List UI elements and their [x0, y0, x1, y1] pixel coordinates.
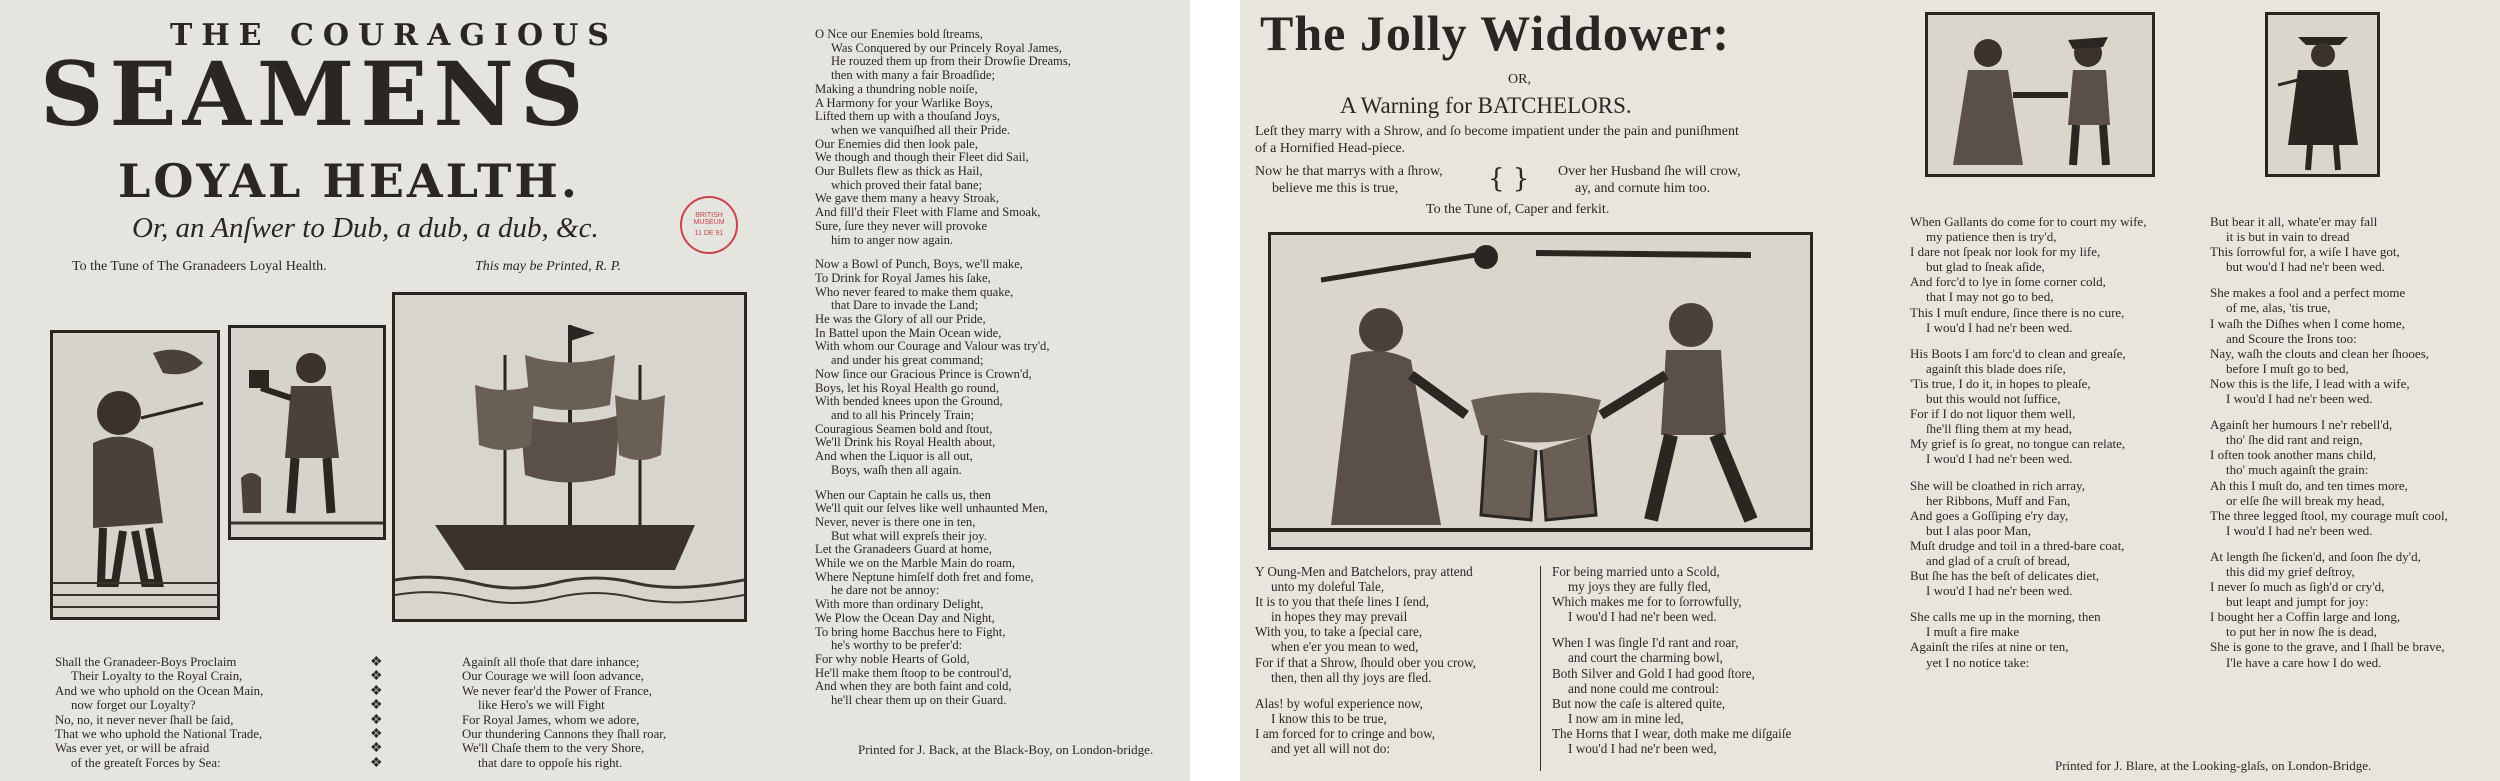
verse-line: He rouzed them up from their Drowſie Dreams,	[831, 54, 1071, 69]
right-verse-b2: ay, and cornute him too.	[1575, 181, 1711, 196]
woodcut-handshake	[1925, 12, 2155, 177]
verse-line: that I may not go to bed,	[1926, 289, 2054, 305]
left-license: This may be Printed, R. P.	[475, 259, 621, 274]
verse-line: I wou'd I had ne'r been wed.	[2226, 391, 2373, 407]
verse-line: but this would not ſuffice,	[1926, 391, 2061, 407]
verse-line: She will be cloathed in rich array,	[1910, 477, 2085, 493]
verse-line: yet I no notice take:	[1926, 654, 2030, 670]
verse-line: which proved their fatal bane;	[831, 177, 983, 192]
verse-line: I wou'd I had ne'r been wed.	[1926, 451, 2073, 467]
verse-line: We never fear'd the Power of France,	[462, 683, 652, 698]
left-tune: To the Tune of The Granadeers Loyal Health.	[72, 259, 327, 274]
verse-line: unto my doleful Tale,	[1271, 579, 1385, 595]
verse-line: that Dare to invade the Land;	[831, 298, 979, 313]
verse-line: but wou'd I had ne'r been wed.	[2226, 259, 2385, 275]
handshake-illustration	[1928, 15, 2152, 174]
verse-line: But now the caſe is altered quite,	[1552, 695, 1726, 711]
verse-line: like Hero's we will Fight	[478, 698, 605, 713]
verse-line: Againſt the riſes at nine or ten,	[1910, 639, 2069, 655]
verse-line: but leapt and jumpt for joy:	[2226, 594, 2369, 610]
left-title-line1: THE COURAGIOUS	[170, 18, 618, 53]
verse-line: For Royal James, whom we adore,	[462, 712, 640, 727]
verse-line: And fill'd their Fleet with Flame and Smoak,	[815, 205, 1041, 220]
verse-line: Was Conquered by our Princely Royal James,	[831, 40, 1062, 55]
verse-line: At length ſhe ſicken'd, and ſoon ſhe dy'd,	[2210, 548, 2421, 564]
verse-line: Was ever yet, or will be afraid	[55, 741, 210, 756]
verse-line: him to anger now again.	[831, 232, 954, 247]
right-verse-col-1	[1255, 564, 1476, 756]
verse-line: We gave them many a heavy Stroak,	[815, 191, 999, 206]
verse-line: He'll make them ſtoop to be controul'd,	[815, 665, 1012, 680]
verse-line: The Horns that I wear, doth make me diſgaiſe	[1552, 725, 1792, 741]
verse-line: but glad to ſneak aſide,	[1926, 259, 2045, 275]
verse-line: and glad of a cruſt of bread,	[1926, 552, 2071, 568]
verse-line: of the greateſt Forces by Sea:	[71, 755, 221, 770]
verse-line: Nay, waſh the clouts and clean her ſhooes,	[2210, 345, 2430, 361]
right-verse-a2: believe me this is true,	[1272, 181, 1399, 196]
verse-line: We'll quit our ſelves like well unhaunted Men,	[815, 501, 1048, 516]
verse-line: Which makes me for to ſorrowfully,	[1552, 594, 1742, 610]
verse-line: She makes a fool and a perfect mome	[2210, 285, 2406, 301]
verse-line: I wou'd I had ne'r been wed.	[1926, 583, 2073, 599]
verse-line: ſhe'll fling them at my head,	[1926, 421, 2073, 437]
verse-line: The three legged ſtool, my courage muſt cool,	[2210, 507, 2448, 523]
verse-line: Their Loyalty to the Royal Crain,	[71, 669, 243, 684]
verse-line: But bear it all, whate'er may fall	[2210, 214, 2378, 229]
left-verse-column	[815, 28, 1071, 708]
verse-line: my patience then is try'd,	[1926, 229, 2057, 245]
verse-line: I dare not ſpeak nor look for my life,	[1910, 244, 2101, 260]
verse-line: then with many a fair Broadſide;	[831, 68, 996, 83]
stamp-date: 11 DE 91	[694, 230, 724, 237]
ornament-column	[370, 655, 394, 770]
verse-line: But what will expreſs their joy.	[831, 528, 987, 543]
verse-line: This I muſt endure, ſince there is no cure,	[1910, 304, 2125, 320]
left-title-line2: SEAMENS	[40, 42, 590, 146]
verse-line: my joys they are fully fled,	[1568, 579, 1711, 595]
verse-line: Againſt all thoſe that dare inhance;	[462, 655, 640, 669]
verse-line: With bended knees upon the Ground,	[815, 394, 1003, 409]
verse-line: againſt this blade does riſe,	[1926, 360, 2066, 376]
verse-line: before I muſt go to bed,	[2226, 360, 2349, 376]
verse-line: When our Captain he calls us, then	[815, 487, 991, 502]
verse-line: For being married unto a Scold,	[1552, 564, 1720, 579]
couple-fighting-illustration	[1271, 235, 1810, 547]
verse-line: of me, alas, 'tis true,	[2226, 300, 2331, 316]
verse-line: Boys, let his Royal Health go round,	[815, 380, 999, 395]
right-tune: To the Tune of, Caper and ferkit.	[1426, 202, 1610, 217]
right-intro-1: Leſt they marry with a Shrow, and ſo become impatient under the pain and puniſhment	[1255, 124, 1739, 139]
verse-line: This ſorrowful for, a wiſe I have got,	[2210, 244, 2400, 260]
verse-line: I bought her a Coffin large and long,	[2210, 609, 2401, 625]
verse-line: Ah this I muſt do, and ten times more,	[2210, 477, 2408, 493]
verse-line: Shall the Granadeer-Boys Proclaim	[55, 655, 237, 669]
right-verse-col-4	[2210, 214, 2448, 670]
verse-line: And forc'd to lye in ſome corner cold,	[1910, 274, 2106, 290]
woodcut-drinker	[228, 325, 386, 540]
verse-line: he dare not be annoy:	[831, 583, 940, 598]
verse-line: and none could me controul:	[1568, 680, 1719, 696]
verse-line: To Drink for Royal James his ſake,	[815, 270, 991, 285]
verse-line: and Scoure the Irons too:	[2226, 330, 2357, 346]
verse-line: Alas! by woful experience now,	[1255, 695, 1423, 711]
verse-line: tho' ſhe did rant and reign,	[2226, 432, 2363, 448]
verse-line: Boys, waſh then all again.	[831, 462, 962, 477]
woodcut-gentleman	[2265, 12, 2380, 177]
verse-line: that dare to oppoſe his right.	[478, 755, 623, 770]
right-verse-b1: Over her Husband ſhe will crow,	[1558, 164, 1741, 179]
verse-line: in hopes they may prevail	[1271, 609, 1408, 625]
verse-line: then, then all thy joys are fled.	[1271, 669, 1432, 685]
verse-line: Our thundering Cannons they ſhall roar,	[462, 727, 667, 742]
verse-line: That we who uphold the National Trade,	[55, 727, 263, 742]
verse-line: I often took another mans child,	[2210, 447, 2377, 463]
verse-line: We'll Chaſe them to the very Shore,	[462, 741, 645, 756]
left-bottom-verse-1	[55, 655, 263, 770]
verse-line: it is but in vain to dread	[2226, 229, 2350, 245]
verse-line: With you, to take a ſpecial care,	[1255, 624, 1423, 640]
column-divider	[1540, 566, 1541, 771]
verse-line: he'll chear them up on their Guard.	[831, 693, 1007, 708]
smoker-figure-illustration	[53, 333, 217, 617]
verse-line: 'Tis true, I do it, in hopes to pleaſe,	[1910, 375, 2091, 391]
verse-line: I never ſo much as ſigh'd or cry'd,	[2210, 579, 2385, 595]
verse-line: For if that a Shrow, ſhould ober you crow,	[1255, 654, 1476, 670]
verse-line: My grief is ſo great, no tongue can relate,	[1910, 436, 2126, 452]
verse-line: And when they are both faint and cold,	[815, 679, 1012, 694]
brace-ornament: { }	[1488, 164, 1530, 194]
museum-stamp	[680, 196, 738, 254]
verse-line: and to all his Princely Train;	[831, 407, 975, 422]
ornament-icons: ❖ ❖ ❖ ❖ ❖ ❖ ❖ ❖	[370, 654, 383, 771]
verse-line: When I was ſingle I'd rant and roar,	[1552, 635, 1739, 651]
verse-line: She is gone to the grave, and I ſhall be brave,	[2210, 639, 2445, 655]
left-broadside	[0, 0, 1190, 781]
verse-line: Making a thundring noble noiſe,	[815, 81, 978, 96]
verse-line: It is to you that theſe lines I ſend,	[1255, 594, 1429, 610]
verse-line: In Battel upon the Main Ocean wide,	[815, 325, 1002, 340]
verse-line: But ſhe has the beſt of delicates diet,	[1910, 568, 2100, 584]
left-subtitle: Or, an Anſwer to Dub, a dub, a dub, &c.	[132, 212, 599, 244]
right-title: The Jolly Widdower:	[1260, 5, 1730, 61]
verse-line: when we vanquiſhed all their Pride.	[831, 122, 1011, 137]
ship-illustration	[395, 295, 744, 619]
verse-line: now forget our Loyalty?	[71, 698, 196, 713]
verse-line: We'll Drink his Royal Health about,	[815, 435, 996, 450]
verse-line: Both Silver and Gold I had good ſtore,	[1552, 665, 1755, 681]
verse-line: Now a Bowl of Punch, Boys, we'll make,	[815, 257, 1023, 272]
verse-line: And when the Liquor is all out,	[815, 449, 973, 464]
woodcut-smoker	[50, 330, 220, 620]
verse-line: To bring home Bacchus here to Fight,	[815, 624, 1006, 639]
woodcut-ship	[392, 292, 747, 622]
verse-line: Where Neptune himſelf doth fret and fome,	[815, 569, 1034, 584]
verse-line: O Nce our Enemies bold ſtreams,	[815, 27, 983, 41]
verse-line: His Boots I am forc'd to clean and greaſe,	[1910, 345, 2126, 361]
verse-line: No, no, it never never ſhall be ſaid,	[55, 712, 234, 727]
verse-line: And we who uphold on the Ocean Main,	[55, 683, 264, 698]
verse-line: Never, never is there one in ten,	[815, 514, 976, 529]
verse-line: We Plow the Ocean Day and Night,	[815, 610, 995, 625]
verse-line: A Harmony for your Warlike Boys,	[815, 95, 993, 110]
verse-line: When Gallants do come for to court my wife,	[1910, 214, 2147, 229]
verse-line: I know this to be true,	[1271, 710, 1387, 726]
verse-line: Our Bullets flew as thick as Hail,	[815, 164, 983, 179]
verse-line: to put her in now ſhe is dead,	[2226, 624, 2377, 640]
verse-line: her Ribbons, Muff and Fan,	[1926, 492, 2071, 508]
verse-line: Now ſince our Gracious Prince is Crown'd,	[815, 366, 1032, 381]
verse-line: We though and though their Fleet did Sail,	[815, 150, 1029, 165]
verse-line: Our Courage we will ſoon advance,	[462, 669, 644, 684]
verse-line: I waſh the Diſhes when I come home,	[2210, 315, 2405, 331]
verse-line: I wou'd I had ne'r been wed,	[1568, 741, 1717, 757]
verse-line: She calls me up in the morning, then	[1910, 609, 2101, 625]
verse-line: and under his great command;	[831, 353, 984, 368]
verse-line: I'le have a care how I do wed.	[2226, 654, 2382, 670]
right-verse-col-2	[1552, 564, 1791, 756]
verse-line: For why noble Hearts of Gold,	[815, 651, 970, 666]
right-broadside	[1240, 0, 2500, 781]
right-verse-a1: Now he that marrys with a ſhrow,	[1255, 164, 1443, 179]
verse-line: Our Enemies did then look pale,	[815, 136, 978, 151]
stamp-text: BRITISH MUSEUM	[693, 212, 725, 226]
verse-line: Againſt her humours I ne'r rebell'd,	[2210, 417, 2393, 433]
verse-line: With more than ordinary Delight,	[815, 597, 984, 612]
verse-line: While we on the Marble Main do roam,	[815, 556, 1016, 571]
verse-line: and yet all will not do:	[1271, 741, 1391, 757]
verse-line: I now am in mine led,	[1568, 710, 1684, 726]
verse-line: I wou'd I had ne'r been wed.	[1568, 609, 1717, 625]
verse-line: He was the Glory of all our Pride,	[815, 312, 986, 327]
gentleman-illustration	[2268, 15, 2377, 174]
right-or: OR,	[1508, 72, 1531, 87]
verse-line: I wou'd I had ne'r been wed.	[2226, 522, 2373, 538]
right-subtitle: A Warning for BATCHELORS.	[1340, 93, 1632, 118]
verse-line: Muſt drudge and toil in a thred-bare coat,	[1910, 537, 2125, 553]
woodcut-couple-fighting	[1268, 232, 1813, 550]
verse-line: Now this is the life, I lead with a wife,	[2210, 375, 2410, 391]
right-imprint: Printed for J. Blare, at the Looking-glaſs, on London-Bridge.	[2055, 758, 2372, 773]
right-intro-2: of a Hornified Head-piece.	[1255, 141, 1406, 156]
verse-line: tho' much againſt the grain:	[2226, 462, 2369, 478]
verse-line: I wou'd I had ne'r been wed.	[1926, 319, 2073, 335]
verse-line: he's worthy to be prefer'd:	[831, 638, 963, 653]
verse-line: I muſt a fire make	[1926, 624, 2020, 640]
verse-line: Couragious Seamen bold and ſtout,	[815, 421, 993, 436]
verse-line: Let the Granadeers Guard at home,	[815, 542, 992, 557]
verse-line: this did my grief deſtroy,	[2226, 563, 2355, 579]
verse-line: I am forced for to cringe and bow,	[1255, 725, 1436, 741]
drinker-figure-illustration	[231, 328, 383, 537]
verse-line: Who never feared to make them quake,	[815, 284, 1014, 299]
left-bottom-verse-2	[462, 655, 666, 770]
verse-line: and court the charming bowl,	[1568, 650, 1723, 666]
verse-line: And goes a Goſſiping e'ry day,	[1910, 507, 2069, 523]
verse-line: Y Oung-Men and Batchelors, pray attend	[1255, 564, 1473, 579]
verse-line: but I alas poor Man,	[1926, 522, 2032, 538]
verse-line: when e'er you mean to wed,	[1271, 639, 1419, 655]
verse-line: With whom our Courage and Valour was try'd,	[815, 339, 1050, 354]
left-title-line3: LOYAL HEALTH.	[118, 154, 580, 208]
verse-line: Sure, ſure they never will provoke	[815, 218, 988, 233]
right-verse-col-3	[1910, 214, 2146, 670]
left-imprint: Printed for J. Back, at the Black-Boy, on London-bridge.	[858, 742, 1154, 757]
verse-line: Lifted them up with a thouſand Joys,	[815, 109, 1001, 124]
verse-line: For if I do not liquor them well,	[1910, 406, 2076, 422]
verse-line: or elſe ſhe will break my head,	[2226, 492, 2385, 508]
